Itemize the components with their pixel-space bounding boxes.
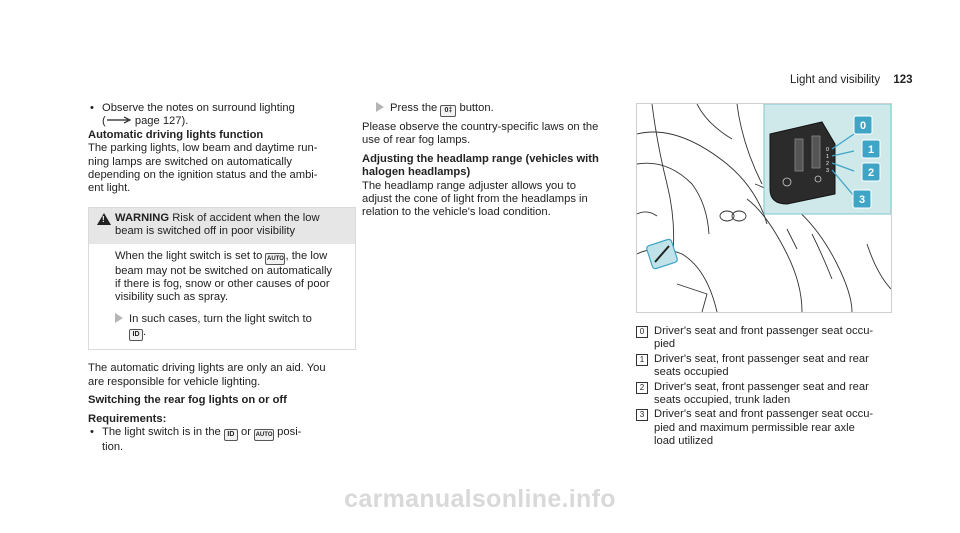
warning-title-line2: beam is switched off in poor visibility bbox=[115, 225, 296, 238]
callout-1: 1 bbox=[867, 144, 875, 156]
req-text: The light switch is in the bbox=[102, 425, 221, 438]
callout-0: 0 bbox=[859, 120, 867, 132]
legend-number: 2 bbox=[636, 382, 648, 394]
para-line: ent light. bbox=[88, 182, 131, 195]
column-left bbox=[88, 102, 356, 454]
req-text: posi- bbox=[277, 425, 302, 438]
para-line: adjust the cone of light from the headlamps in bbox=[362, 193, 588, 206]
section-heading-range: Adjusting the headlamp range (vehicles with bbox=[362, 152, 599, 165]
legend-text: Driver's seat and front passenger seat occu- bbox=[654, 325, 874, 337]
warning-title: Risk of accident when the low bbox=[172, 211, 320, 224]
ref-arrow-icon bbox=[106, 116, 132, 124]
section-title: Light and visibility bbox=[790, 74, 881, 86]
warning-header bbox=[89, 208, 355, 244]
legend-item bbox=[636, 381, 896, 408]
callout-2: 2 bbox=[867, 167, 875, 179]
step-arrow-icon bbox=[376, 102, 384, 112]
legend-text: Driver's seat and front passenger seat occu- bbox=[654, 408, 874, 421]
ref-text: page 127). bbox=[134, 115, 189, 128]
legend-text: Driver's seat, front passenger seat and rear bbox=[654, 352, 869, 365]
para-line: The automatic driving lights are only an aid. You bbox=[88, 362, 326, 375]
legend-item bbox=[636, 353, 896, 380]
legend-text: pied bbox=[654, 338, 676, 351]
section-heading-fog: Switching the rear fog lights on or off bbox=[88, 394, 287, 407]
section-heading-range-line2: halogen headlamps) bbox=[362, 166, 471, 179]
column-middle bbox=[362, 102, 624, 220]
page-header bbox=[790, 74, 913, 87]
legend-text: load utilized bbox=[654, 435, 714, 448]
bullet-text: • Observe the notes on surround lighting bbox=[102, 102, 295, 114]
fog-step bbox=[362, 102, 624, 117]
warning-triangle-icon: ! bbox=[97, 213, 111, 225]
scale-digit: 0 bbox=[826, 147, 830, 153]
requirement-item bbox=[88, 426, 356, 454]
auto-light-icon: AUTO bbox=[254, 429, 274, 441]
legend-number: 1 bbox=[636, 354, 648, 366]
para-line: use of rear fog lamps. bbox=[362, 134, 471, 147]
scale-digit: 3 bbox=[826, 168, 830, 174]
para-line: The parking lights, low beam and daytime run- bbox=[88, 142, 318, 155]
requirements-label: Requirements: bbox=[88, 412, 167, 425]
dashboard-drawing bbox=[637, 104, 891, 312]
step-text: In such cases, turn the light switch to bbox=[129, 312, 312, 325]
para-line: depending on the ignition status and the ambi- bbox=[88, 169, 318, 182]
rear-fog-light-icon: 0‡ bbox=[440, 105, 456, 117]
step-arrow-icon bbox=[115, 313, 123, 323]
legend-number: 0 bbox=[636, 326, 648, 338]
step-text: button. bbox=[459, 102, 494, 114]
warning-text: beam may not be switched on automatically bbox=[115, 264, 333, 277]
warning-text: visibility such as spray. bbox=[115, 291, 228, 304]
low-beam-icon: ID bbox=[129, 329, 143, 341]
warning-text: When the light switch is set to bbox=[115, 249, 263, 262]
para-line: ning lamps are switched on automatically bbox=[88, 155, 292, 168]
auto-light-icon: AUTO bbox=[265, 253, 285, 265]
range-scale bbox=[826, 147, 829, 174]
warning-box bbox=[88, 207, 356, 350]
figure-legend bbox=[636, 325, 896, 450]
page-number: 123 bbox=[893, 74, 913, 86]
scale-digit: 2 bbox=[826, 161, 830, 167]
warning-step: In such cases, turn the light switch to ID . bbox=[115, 313, 347, 341]
legend-number: 3 bbox=[636, 409, 648, 421]
para-line: relation to the vehicle's load condition. bbox=[362, 206, 551, 219]
step-text: Press the bbox=[390, 102, 438, 114]
legend-text: seats occupied bbox=[654, 366, 729, 379]
legend-item bbox=[636, 408, 896, 448]
paren: ( bbox=[102, 115, 106, 128]
warning-text: if there is fog, snow or other causes of poor bbox=[115, 278, 330, 291]
scale-digit: 1 bbox=[826, 154, 830, 160]
bullet-surround-lighting bbox=[88, 102, 356, 129]
para-line: are responsible for vehicle lighting. bbox=[88, 375, 261, 388]
req-text: tion. bbox=[102, 440, 124, 453]
section-heading: Automatic driving lights function bbox=[88, 128, 264, 141]
legend-text: Driver's seat, front passenger seat and rear bbox=[654, 380, 869, 393]
watermark: carmanualsonline.info bbox=[344, 485, 616, 513]
dashboard-illustration bbox=[636, 103, 892, 313]
callout-3: 3 bbox=[858, 194, 866, 206]
legend-text: seats occupied, trunk laden bbox=[654, 394, 791, 407]
legend-item bbox=[636, 325, 896, 352]
low-beam-icon: ID bbox=[224, 429, 238, 441]
warning-body bbox=[89, 244, 355, 350]
para-line: The headlamp range adjuster allows you to bbox=[362, 179, 576, 192]
warning-label: WARNING bbox=[115, 211, 170, 224]
warning-text: , the low bbox=[285, 249, 328, 262]
req-text: or bbox=[240, 425, 251, 438]
legend-text: pied and maximum permissible rear axle bbox=[654, 421, 855, 434]
para-line: Please observe the country-specific laws on the bbox=[362, 121, 599, 133]
page-reference[interactable] bbox=[102, 115, 356, 128]
